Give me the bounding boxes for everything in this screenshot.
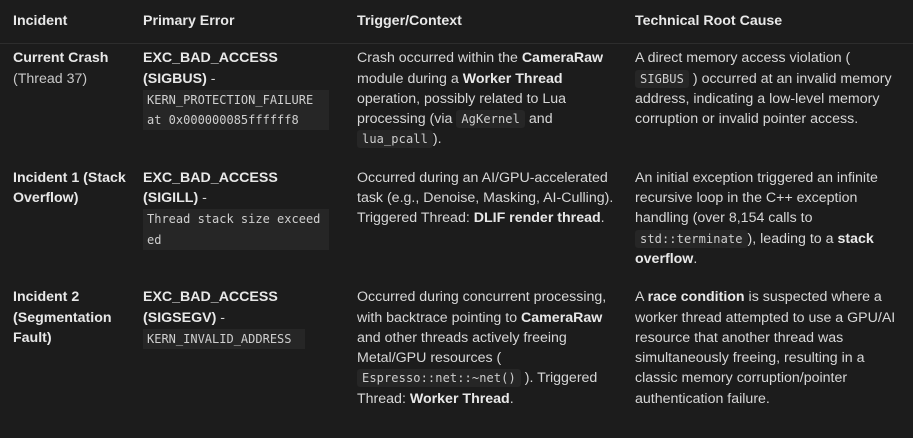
trigger-text: ).	[432, 131, 442, 148]
incident-title: Incident 1 (Stack Overflow)	[13, 169, 126, 207]
incident-title: Incident 2 (Segmentation Fault)	[13, 289, 112, 346]
trigger-bold-module: CameraRaw	[521, 309, 603, 326]
table-row	[0, 164, 913, 283]
cause-code-std-terminate: std::terminate	[635, 230, 748, 248]
incident-cell	[0, 283, 137, 423]
column-header-trigger: Trigger/Context	[351, 0, 629, 44]
column-header-primary-error: Primary Error	[137, 0, 351, 44]
error-dash: -	[206, 70, 216, 87]
error-code: KERN_INVALID_ADDRESS	[143, 329, 305, 349]
cause-text: A	[635, 289, 648, 306]
table-row	[0, 44, 913, 164]
cause-bold-stack-overflow: stack overflow	[635, 230, 874, 267]
incident-cell	[0, 164, 137, 283]
trigger-code-agkernel: AgKernel	[456, 110, 525, 128]
cause-bold-race-condition: race condition	[647, 289, 745, 306]
cause-text: is suspected where a worker thread attempted to use a GPU/AI resource that another thread was simultaneously freeing, resulting in a classic memory corruption/pointer authentication failure.	[635, 289, 896, 407]
trigger-text: Occurred during an AI/GPU-accelerated task (e.g., Denoise, Masking, AI-Culling). Triggered Thread:	[357, 169, 614, 227]
column-header-root-cause: Technical Root Cause	[629, 0, 913, 44]
error-name: EXC_BAD_ACCESS	[143, 289, 278, 306]
trigger-text: Occurred during concurrent processing, with backtrace pointing to	[357, 289, 607, 326]
incident-subtitle: (Thread 37)	[13, 70, 88, 87]
trigger-text: .	[509, 390, 514, 407]
trigger-text: .	[600, 210, 605, 227]
column-header-incident: Incident	[0, 0, 137, 44]
cause-text: ) occurred at an invalid memory address, indicating a low-level memory corruption or invalid pointer access.	[635, 70, 892, 128]
trigger-text: module during a	[357, 70, 463, 87]
trigger-code-espresso: Espresso::net::~net()	[357, 369, 521, 387]
trigger-bold-thread: Worker Thread	[409, 390, 510, 407]
trigger-text: and other threads actively freeing Metal/GPU resources (	[357, 329, 567, 367]
trigger-bold-thread: DLIF render thread	[473, 210, 601, 227]
trigger-cell	[351, 44, 629, 164]
root-cause-cell	[629, 283, 913, 423]
root-cause-cell	[629, 44, 913, 164]
incident-title: Current Crash	[13, 50, 109, 67]
error-code: KERN_PROTECTION_FAILURE at 0x000000085ffffff8	[143, 90, 329, 131]
cause-text: A direct memory access violation (	[635, 50, 851, 67]
trigger-cell	[351, 164, 629, 283]
error-signal: (SIGBUS)	[143, 70, 207, 87]
table-header-row	[0, 0, 913, 44]
trigger-text: operation, possibly related to Lua processing (via	[357, 90, 567, 128]
root-cause-cell	[629, 164, 913, 283]
table-row	[0, 283, 913, 423]
trigger-bold-thread: Worker Thread	[462, 70, 563, 87]
trigger-bold-module: CameraRaw	[521, 50, 604, 67]
error-name: EXC_BAD_ACCESS	[143, 50, 278, 67]
primary-error-cell	[137, 283, 351, 423]
trigger-text: and	[524, 111, 553, 128]
trigger-text: ). Triggered Thread:	[357, 370, 598, 407]
error-dash: -	[216, 309, 225, 326]
primary-error-cell	[137, 44, 351, 164]
primary-error-cell	[137, 164, 351, 283]
error-signal: (SIGSEGV)	[143, 309, 217, 326]
error-signal: (SIGILL)	[143, 190, 199, 207]
trigger-cell	[351, 283, 629, 423]
cause-text: ), leading to a	[747, 230, 838, 247]
error-code: Thread stack size exceeded	[143, 209, 329, 250]
cause-code-sigbus: SIGBUS	[635, 70, 689, 88]
error-name: EXC_BAD_ACCESS	[143, 169, 278, 186]
cause-text: An initial exception triggered an infinite recursive loop in the C++ exception handling (over 8,154 calls to	[635, 169, 878, 227]
cause-text: .	[693, 250, 698, 267]
error-dash: -	[198, 190, 207, 207]
incident-cell	[0, 44, 137, 164]
trigger-code-lua-pcall: lua_pcall	[357, 130, 433, 148]
trigger-text: Crash occurred within the	[357, 50, 522, 67]
